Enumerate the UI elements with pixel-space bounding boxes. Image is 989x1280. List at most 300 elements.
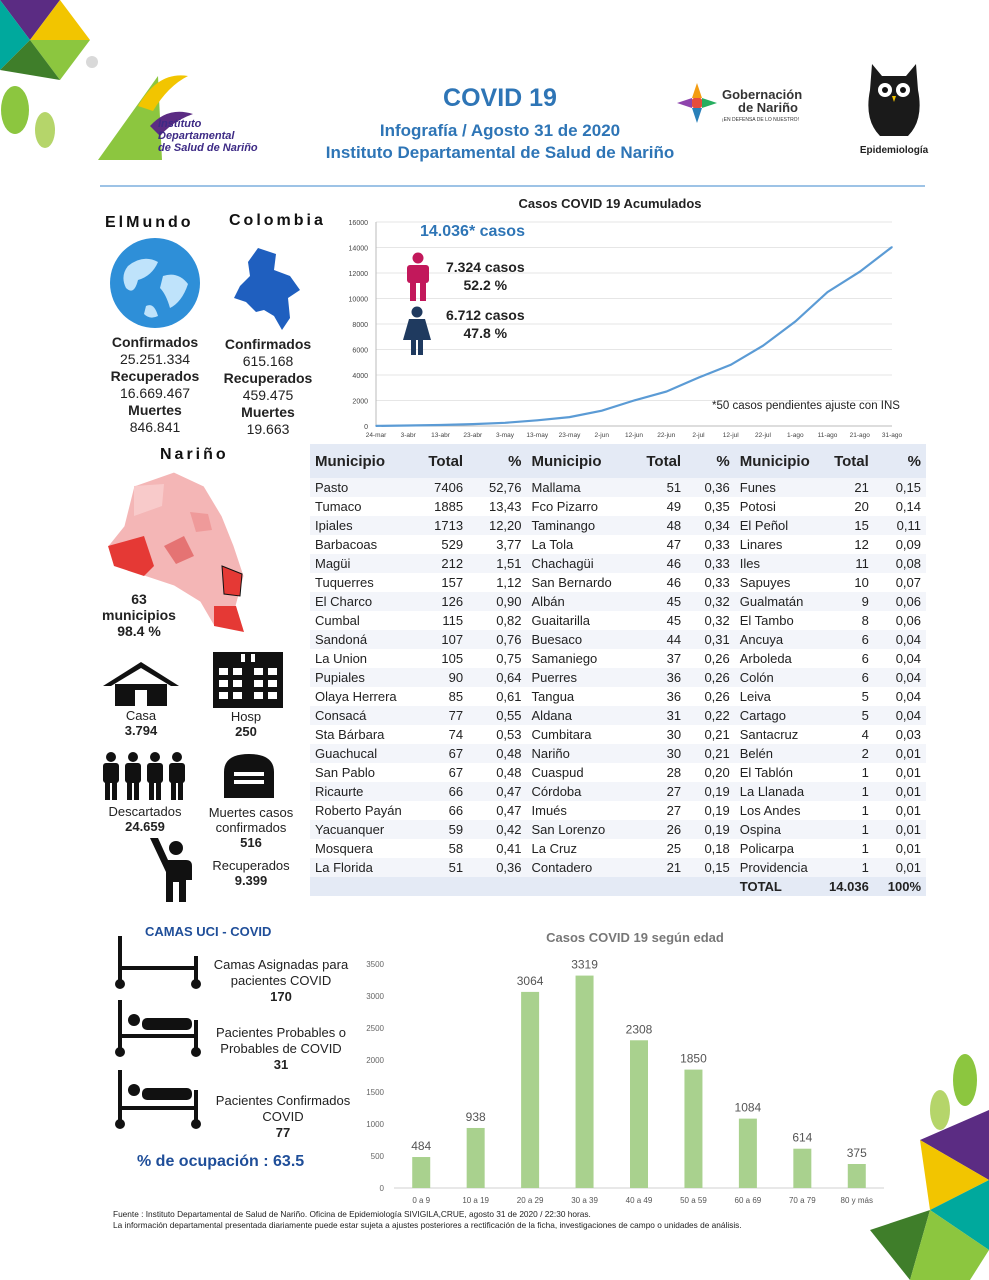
world-deaths-value: 846.841 bbox=[129, 419, 181, 435]
data-label: 375 bbox=[846, 1146, 867, 1160]
data-point bbox=[859, 271, 861, 273]
x-tick-label: 12-jun bbox=[624, 432, 644, 439]
cell-municipio: Colón bbox=[735, 668, 824, 687]
cell-total: 15 bbox=[824, 516, 874, 535]
cell-pct: 0,15 bbox=[874, 478, 926, 497]
cell-total: 51 bbox=[407, 858, 468, 877]
gob-line1: Gobernación bbox=[722, 87, 803, 102]
y-tick-label: 2000 bbox=[366, 1056, 384, 1065]
cell-pct: 1,51 bbox=[468, 554, 526, 573]
cell-total: 45 bbox=[627, 592, 686, 611]
colombia-stats bbox=[213, 336, 323, 438]
uci-heading: CAMAS UCI - COVID bbox=[145, 924, 272, 939]
world-heading: ElMundo bbox=[105, 214, 194, 231]
cell-municipio: Puerres bbox=[527, 668, 628, 687]
cell-municipio: Cuaspud bbox=[527, 763, 628, 782]
cell-municipio: Mosquera bbox=[310, 839, 407, 858]
x-tick-label: 23-abr bbox=[463, 432, 483, 439]
cell-total: 45 bbox=[627, 611, 686, 630]
cell-municipio: Ospina bbox=[735, 820, 824, 839]
world-confirmed-label: Confirmados bbox=[111, 334, 199, 350]
cell-municipio: Tangua bbox=[527, 687, 628, 706]
cell-total: 6 bbox=[824, 668, 874, 687]
cell-pct: 0,03 bbox=[874, 725, 926, 744]
cell-total: 31 bbox=[627, 706, 686, 725]
institute-logo bbox=[98, 66, 288, 166]
x-tick-label: 70 a 79 bbox=[788, 1196, 816, 1205]
age-chart-title: Casos COVID 19 según edad bbox=[546, 930, 724, 945]
cell-pct: 0,21 bbox=[686, 744, 735, 763]
cell-pct: 0,36 bbox=[468, 858, 526, 877]
gob-line2: de Nariño bbox=[738, 100, 798, 115]
cell-pct: 0,33 bbox=[686, 554, 735, 573]
municipality-table-body bbox=[310, 478, 926, 896]
empty-cell bbox=[468, 877, 526, 896]
cell-pct: 0,19 bbox=[686, 782, 735, 801]
x-tick-label: 24-mar bbox=[365, 432, 387, 439]
col-header-total-3: Total bbox=[824, 444, 874, 478]
cell-municipio: Sta Bárbara bbox=[310, 725, 407, 744]
table-row bbox=[310, 535, 926, 554]
cell-pct: 0,21 bbox=[686, 725, 735, 744]
x-tick-label: 3-may bbox=[495, 432, 515, 439]
empty-cell bbox=[627, 877, 686, 896]
logo-text-line2: Departamental bbox=[158, 130, 235, 142]
data-label: 2308 bbox=[625, 1022, 653, 1037]
table-row bbox=[310, 668, 926, 687]
cell-municipio: Guaitarilla bbox=[527, 611, 628, 630]
cell-total: 67 bbox=[407, 744, 468, 763]
col-header-pct-1: % bbox=[468, 444, 526, 478]
table-row bbox=[310, 554, 926, 573]
corner-decoration-top-left bbox=[0, 0, 110, 160]
bar-10-a-19 bbox=[467, 1128, 485, 1188]
cell-municipio: Barbacoas bbox=[310, 535, 407, 554]
descartados-value: 24.659 bbox=[125, 819, 165, 834]
cell-pct: 0,01 bbox=[874, 801, 926, 820]
cell-pct: 0,53 bbox=[468, 725, 526, 744]
cell-total: 126 bbox=[407, 592, 468, 611]
cell-municipio: La Llanada bbox=[735, 782, 824, 801]
cell-municipio: Tuquerres bbox=[310, 573, 407, 592]
cell-pct: 0,48 bbox=[468, 744, 526, 763]
casa-value: 3.794 bbox=[124, 723, 158, 738]
y-tick-label: 3500 bbox=[366, 960, 384, 969]
cell-municipio: Cartago bbox=[735, 706, 824, 725]
cell-pct: 0,07 bbox=[874, 573, 926, 592]
cell-pct: 0,15 bbox=[686, 858, 735, 877]
data-point bbox=[536, 419, 538, 421]
cell-pct: 0,20 bbox=[686, 763, 735, 782]
col-header-municipio-1: Municipio bbox=[310, 444, 407, 478]
cell-pct: 0,06 bbox=[874, 611, 926, 630]
uci-probables-value: 31 bbox=[273, 1057, 289, 1072]
cell-municipio: Chachagüi bbox=[527, 554, 628, 573]
cell-pct: 0,04 bbox=[874, 649, 926, 668]
male-cases bbox=[446, 258, 525, 294]
x-tick-label: 2-jun bbox=[594, 432, 609, 439]
cell-total: 105 bbox=[407, 649, 468, 668]
age-bar-chart bbox=[350, 946, 890, 1208]
cell-total: 11 bbox=[824, 554, 874, 573]
uci-confirmados-value: 77 bbox=[275, 1125, 291, 1140]
x-tick-label: 13-abr bbox=[431, 432, 450, 439]
cell-total: 1 bbox=[824, 801, 874, 820]
house-icon bbox=[101, 660, 181, 706]
table-row bbox=[310, 592, 926, 611]
data-label: 1084 bbox=[734, 1100, 762, 1115]
cell-municipio: Providencia bbox=[735, 858, 824, 877]
cell-total: 77 bbox=[407, 706, 468, 725]
cell-municipio: San Pablo bbox=[310, 763, 407, 782]
bar-30-a-39 bbox=[576, 976, 594, 1188]
cell-municipio: Albán bbox=[527, 592, 628, 611]
female-icon bbox=[401, 306, 433, 356]
cell-total: 27 bbox=[627, 782, 686, 801]
table-row bbox=[310, 858, 926, 877]
x-tick-label: 20 a 29 bbox=[516, 1196, 544, 1205]
data-point bbox=[375, 425, 377, 427]
data-point bbox=[762, 345, 764, 347]
cell-total: 107 bbox=[407, 630, 468, 649]
subtitle-date: Infografía / Agosto 31 de 2020 bbox=[379, 121, 621, 140]
total-cases-label: 14.036* casos bbox=[420, 223, 525, 240]
data-point bbox=[407, 425, 409, 427]
casa-stat bbox=[101, 708, 181, 738]
cell-municipio: Nariño bbox=[527, 744, 628, 763]
cell-pct: 0,47 bbox=[468, 801, 526, 820]
cell-total: 10 bbox=[824, 573, 874, 592]
data-label: 938 bbox=[465, 1109, 486, 1124]
y-tick-label: 4000 bbox=[352, 373, 368, 380]
bar-60-a-69 bbox=[739, 1119, 757, 1188]
world-confirmed-value: 25.251.334 bbox=[119, 351, 191, 367]
hosp-label: Hosp bbox=[230, 709, 262, 724]
cell-total: 1713 bbox=[407, 516, 468, 535]
cell-total: 115 bbox=[407, 611, 468, 630]
data-point bbox=[633, 400, 635, 402]
cell-municipio: Iles bbox=[735, 554, 824, 573]
colombia-confirmed-value: 615.168 bbox=[242, 353, 294, 369]
narino-heading: Nariño bbox=[160, 446, 229, 463]
cell-total: 6 bbox=[824, 649, 874, 668]
col-header-total-2: Total bbox=[627, 444, 686, 478]
cell-pct: 0,32 bbox=[686, 611, 735, 630]
cell-total: 4 bbox=[824, 725, 874, 744]
cell-municipio: Ancuya bbox=[735, 630, 824, 649]
header-divider bbox=[100, 185, 925, 187]
cell-pct: 0,01 bbox=[874, 763, 926, 782]
cell-total: 5 bbox=[824, 687, 874, 706]
col-header-total-1: Total bbox=[407, 444, 468, 478]
total-value: 14.036 bbox=[824, 877, 874, 896]
muertes-label-2: confirmados bbox=[215, 820, 287, 835]
cell-pct: 0,64 bbox=[468, 668, 526, 687]
cell-pct: 0,55 bbox=[468, 706, 526, 725]
cell-pct: 0,31 bbox=[686, 630, 735, 649]
cell-municipio: Consacá bbox=[310, 706, 407, 725]
cell-municipio: La Florida bbox=[310, 858, 407, 877]
cell-municipio: Arboleda bbox=[735, 649, 824, 668]
cell-municipio: Tumaco bbox=[310, 497, 407, 516]
cell-municipio: Sandoná bbox=[310, 630, 407, 649]
cell-total: 12 bbox=[824, 535, 874, 554]
cell-pct: 0,04 bbox=[874, 668, 926, 687]
cell-pct: 0,41 bbox=[468, 839, 526, 858]
cell-municipio: Taminango bbox=[527, 516, 628, 535]
x-tick-label: 80 y más bbox=[840, 1196, 874, 1205]
uci-probables-label-2: Probables de COVID bbox=[220, 1041, 342, 1056]
table-row bbox=[310, 573, 926, 592]
table-row bbox=[310, 763, 926, 782]
cell-municipio: El Tablón bbox=[735, 763, 824, 782]
cell-pct: 0,19 bbox=[686, 820, 735, 839]
female-cases-value: 6.712 casos bbox=[446, 307, 525, 323]
cell-pct: 0,04 bbox=[874, 630, 926, 649]
municipios-summary bbox=[100, 591, 178, 639]
cell-pct: 0,08 bbox=[874, 554, 926, 573]
cell-municipio: Buesaco bbox=[527, 630, 628, 649]
cell-pct: 0,26 bbox=[686, 687, 735, 706]
hosp-value: 250 bbox=[235, 724, 257, 739]
cell-municipio: Fco Pizarro bbox=[527, 497, 628, 516]
cell-municipio: Ipiales bbox=[310, 516, 407, 535]
cell-municipio: Ricaurte bbox=[310, 782, 407, 801]
world-recovered-label: Recuperados bbox=[110, 368, 200, 384]
descartados-stat bbox=[100, 804, 190, 834]
cell-pct: 0,01 bbox=[874, 744, 926, 763]
bar-20-a-29 bbox=[521, 992, 539, 1188]
table-row bbox=[310, 782, 926, 801]
cell-municipio: Córdoba bbox=[527, 782, 628, 801]
cell-municipio: La Cruz bbox=[527, 839, 628, 858]
x-tick-label: 31-ago bbox=[881, 432, 903, 439]
cell-pct: 0,36 bbox=[686, 478, 735, 497]
cell-total: 1885 bbox=[407, 497, 468, 516]
colombia-recovered-label: Recuperados bbox=[223, 370, 313, 386]
y-tick-label: 10000 bbox=[348, 296, 368, 304]
cell-total: 46 bbox=[627, 554, 686, 573]
cell-total: 1 bbox=[824, 858, 874, 877]
cell-pct: 0,01 bbox=[874, 820, 926, 839]
colombia-map-icon bbox=[228, 246, 304, 332]
cell-pct: 0,04 bbox=[874, 706, 926, 725]
cell-pct: 0,33 bbox=[686, 535, 735, 554]
cell-total: 46 bbox=[627, 573, 686, 592]
epidemiologia-logo bbox=[858, 60, 930, 156]
cell-pct: 0,75 bbox=[468, 649, 526, 668]
cell-municipio: Cumbal bbox=[310, 611, 407, 630]
cell-pct: 12,20 bbox=[468, 516, 526, 535]
x-tick-label: 12-jul bbox=[722, 432, 739, 439]
cell-pct: 0,18 bbox=[686, 839, 735, 858]
cell-pct: 0,35 bbox=[686, 497, 735, 516]
table-row bbox=[310, 706, 926, 725]
world-stats bbox=[100, 334, 210, 436]
descartados-label: Descartados bbox=[108, 804, 182, 819]
x-tick-label: 1-ago bbox=[786, 432, 804, 439]
cell-pct: 0,76 bbox=[468, 630, 526, 649]
x-tick-label: 10 a 19 bbox=[462, 1196, 490, 1205]
owl-icon bbox=[858, 60, 930, 138]
cell-municipio: Pupiales bbox=[310, 668, 407, 687]
col-header-pct-2: % bbox=[686, 444, 735, 478]
bed-patient-icon bbox=[112, 998, 204, 1058]
x-tick-label: 22-jul bbox=[755, 432, 771, 439]
cell-total: 2 bbox=[824, 744, 874, 763]
municipality-table bbox=[310, 444, 926, 896]
recuperados-label: Recuperados bbox=[212, 858, 290, 873]
y-tick-label: 16000 bbox=[348, 220, 368, 227]
cell-pct: 52,76 bbox=[468, 478, 526, 497]
people-group-icon bbox=[100, 751, 188, 801]
bar-0-a-9 bbox=[412, 1157, 430, 1188]
world-deaths-label: Muertes bbox=[128, 402, 182, 418]
x-tick-label: 50 a 59 bbox=[680, 1196, 707, 1205]
cell-pct: 0,26 bbox=[686, 668, 735, 687]
cell-pct: 0,14 bbox=[874, 497, 926, 516]
x-tick-label: 11-ago bbox=[817, 432, 838, 439]
data-point bbox=[665, 391, 667, 393]
male-cases-value: 7.324 casos bbox=[446, 259, 525, 275]
footer bbox=[113, 1209, 873, 1231]
total-label: TOTAL bbox=[735, 877, 824, 896]
cell-total: 36 bbox=[627, 668, 686, 687]
cell-pct: 0,32 bbox=[686, 592, 735, 611]
colombia-recovered-value: 459.475 bbox=[242, 387, 294, 403]
table-row bbox=[310, 611, 926, 630]
muertes-value: 516 bbox=[240, 835, 262, 850]
empty-cell bbox=[407, 877, 468, 896]
empty-cell bbox=[686, 877, 735, 896]
cell-total: 21 bbox=[824, 478, 874, 497]
cell-municipio: Cumbitara bbox=[527, 725, 628, 744]
logo-text-line1: Instituto bbox=[158, 118, 202, 130]
cell-total: 30 bbox=[627, 744, 686, 763]
female-cases bbox=[446, 306, 525, 342]
table-row bbox=[310, 516, 926, 535]
cell-municipio: Pasto bbox=[310, 478, 407, 497]
y-tick-label: 0 bbox=[364, 424, 368, 431]
hosp-stat bbox=[206, 709, 286, 739]
table-row bbox=[310, 744, 926, 763]
cell-pct: 0,26 bbox=[686, 649, 735, 668]
bar-40-a-49 bbox=[630, 1040, 648, 1188]
cell-total: 49 bbox=[627, 497, 686, 516]
data-point bbox=[698, 377, 700, 379]
cell-total: 30 bbox=[627, 725, 686, 744]
casa-label: Casa bbox=[125, 708, 157, 723]
cell-total: 59 bbox=[407, 820, 468, 839]
cell-total: 58 bbox=[407, 839, 468, 858]
cell-total: 7406 bbox=[407, 478, 468, 497]
cell-pct: 0,01 bbox=[874, 782, 926, 801]
page-subtitle bbox=[290, 120, 710, 164]
table-row bbox=[310, 497, 926, 516]
cell-pct: 0,61 bbox=[468, 687, 526, 706]
cell-pct: 0,82 bbox=[468, 611, 526, 630]
cell-total: 25 bbox=[627, 839, 686, 858]
cell-total: 212 bbox=[407, 554, 468, 573]
cell-pct: 0,11 bbox=[874, 516, 926, 535]
data-point bbox=[440, 424, 442, 426]
logo-text-line3: de Salud de Nariño bbox=[158, 142, 258, 154]
cell-pct: 0,22 bbox=[686, 706, 735, 725]
cell-total: 157 bbox=[407, 573, 468, 592]
cell-total: 20 bbox=[824, 497, 874, 516]
cell-total: 1 bbox=[824, 839, 874, 858]
cell-pct: 0,42 bbox=[468, 820, 526, 839]
colombia-deaths-label: Muertes bbox=[241, 404, 295, 420]
uci-asignadas-label-1: Camas Asignadas para bbox=[213, 957, 349, 972]
page-title: COVID 19 bbox=[443, 84, 557, 112]
cell-total: 44 bbox=[627, 630, 686, 649]
x-tick-label: 3-abr bbox=[400, 432, 416, 439]
y-tick-label: 3000 bbox=[366, 992, 384, 1001]
cell-municipio: Guachucal bbox=[310, 744, 407, 763]
uci-confirmados bbox=[205, 1093, 361, 1141]
data-label: 1850 bbox=[680, 1051, 707, 1066]
x-tick-label: 23-may bbox=[558, 432, 581, 439]
cell-pct: 0,01 bbox=[874, 858, 926, 877]
y-tick-label: 6000 bbox=[352, 347, 368, 355]
cell-municipio: Yacuanquer bbox=[310, 820, 407, 839]
waving-person-icon bbox=[146, 836, 202, 902]
cell-total: 47 bbox=[627, 535, 686, 554]
cell-municipio: Policarpa bbox=[735, 839, 824, 858]
female-cases-pct: 47.8 % bbox=[463, 325, 508, 341]
table-row bbox=[310, 839, 926, 858]
male-icon bbox=[403, 252, 433, 302]
ocupacion-label: % de ocupación : 63.5 bbox=[137, 1153, 305, 1170]
cell-total: 26 bbox=[627, 820, 686, 839]
uci-asignadas-label-2: pacientes COVID bbox=[230, 973, 332, 988]
col-header-municipio-3: Municipio bbox=[735, 444, 824, 478]
recuperados-stat bbox=[201, 858, 301, 888]
col-header-pct-3: % bbox=[874, 444, 926, 478]
cell-total: 66 bbox=[407, 782, 468, 801]
cell-total: 6 bbox=[824, 630, 874, 649]
y-tick-label: 1000 bbox=[366, 1120, 384, 1129]
muertes-label-1: Muertes casos bbox=[208, 805, 294, 820]
cell-total: 9 bbox=[824, 592, 874, 611]
globe-icon bbox=[108, 236, 202, 330]
cell-total: 67 bbox=[407, 763, 468, 782]
x-tick-label: 22-jun bbox=[657, 432, 676, 439]
y-tick-label: 0 bbox=[379, 1184, 384, 1193]
data-point bbox=[504, 422, 506, 424]
bar-70-a-79 bbox=[793, 1149, 811, 1188]
table-row bbox=[310, 687, 926, 706]
x-tick-label: 0 a 9 bbox=[412, 1196, 431, 1205]
cell-total: 90 bbox=[407, 668, 468, 687]
municipios-label: municipios bbox=[102, 607, 176, 623]
cell-pct: 0,09 bbox=[874, 535, 926, 554]
uci-confirmados-label-1: Pacientes Confirmados bbox=[215, 1093, 351, 1108]
empty-cell bbox=[527, 877, 628, 896]
cell-total: 5 bbox=[824, 706, 874, 725]
data-label: 614 bbox=[792, 1130, 813, 1145]
x-tick-label: 21-ago bbox=[849, 432, 870, 439]
y-tick-label: 12000 bbox=[348, 271, 368, 278]
cell-pct: 3,77 bbox=[468, 535, 526, 554]
cell-municipio: Magüi bbox=[310, 554, 407, 573]
x-tick-label: 13-may bbox=[526, 432, 549, 439]
cell-total: 1 bbox=[824, 763, 874, 782]
col-header-municipio-2: Municipio bbox=[527, 444, 628, 478]
cell-municipio: Mallama bbox=[527, 478, 628, 497]
uci-asignadas-value: 170 bbox=[270, 989, 292, 1004]
